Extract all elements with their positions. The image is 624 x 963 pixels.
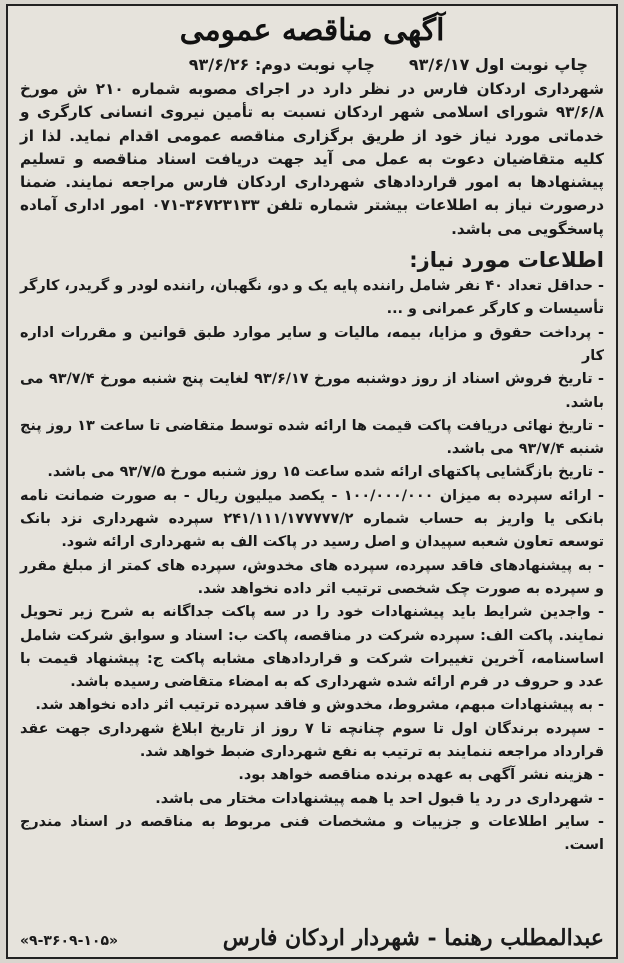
list-item: - شهرداری در رد یا قبول احد یا همه پیشنهادات مختار می باشد. <box>155 790 604 807</box>
notice-title: آگهی مناقصه عمومی <box>179 13 445 48</box>
list-item: - به پیشنهادات مبهم، مشروط، مخدوش و فاقد سپرده ترتیب اثر داده نخواهد شد. <box>35 697 604 714</box>
list-item: - تاریخ فروش اسناد از روز دوشنبه مورخ ۹۳/۶/۱۷ لغایت پنج شنبه مورخ ۹۳/۷/۴ می باشد. <box>20 371 605 411</box>
requirements-list <box>20 275 604 857</box>
list-item: - هزینه نشر آگهی به عهده برنده مناقصه خواهد بود. <box>238 767 604 784</box>
list-item: - تاریخ نهائی دریافت پاکت قیمت ها ارائه شده توسط متقاضی تا ساعت ۱۳ روز پنج شنبه ۹۳/۷/۴ می باشد. <box>20 417 604 458</box>
tender-notice <box>6 4 618 959</box>
list-item: - سایر اطلاعات و جزییات و مشخصات فنی مربوط به مناقصه در اسناد مندرج است. <box>20 813 604 854</box>
list-item: - تاریخ بازگشایی پاکتهای ارائه شده ساعت ۱۵ روز شنبه مورخ ۹۳/۷/۵ می باشد. <box>47 464 604 481</box>
list-item: - واجدین شرایط باید پیشنهادات خود را در سه پاکت جداگانه به شرح زیر تحویل نمایند. پاکت الف: سپرده شرکت در مناقصه، پاکت ب: اسناد و سوابق شرکت شامل اساسنامه، آخرین تغییرات شرکت و قراردادهای مشابه پاکت ج: پیشنهاد قیمت با عدد و حروف در فرم ارائه شده شهرداری که به امضاء متقاضی رسیده باشد. <box>20 604 604 691</box>
print-dates <box>20 54 604 76</box>
notice-footer <box>20 925 604 951</box>
intro-paragraph: شهرداری اردکان فارس در نظر دارد در اجرای مصوبه شماره ۲۱۰ ش مورخ ۹۳/۶/۸ شورای اسلامی شهر اردکان نسبت به تأمین نیروی انسانی کارگری و خدماتی مورد نیاز خود از طریق برگزاری مناقصه عمومی اقدام نماید. لذا از کلیه متقاضیان دعوت به عمل می آید جهت دریافت اسناد مناقصه و تسلیم پیشنهادها به امور قراردادهای شهرداری اردکان فارس مراجعه نمایند. ضمنا درصورت نیاز به اطلاعات بیشتر شماره تلفن ۳۶۷۲۳۱۳۳-۰۷۱ امور اداری آماده پاسخگویی می باشد. <box>20 80 604 238</box>
required-info-heading: اطلاعات مورد نیاز: <box>409 248 604 273</box>
list-item: - ارائه سپرده به میزان ۱۰۰/۰۰۰/۰۰۰ - یکصد میلیون ریال - به صورت ضمانت نامه بانکی یا واریز به حساب شماره ۲۴۱/۱۱۱/۱۷۷۷۷۷/۲ سپرده شهرداری نزد بانک توسعه تعاون شعبه سپیدان و اصل رسید در پاکت الف به شهرداری ارائه شود. <box>20 487 605 551</box>
list-item: - سپرده برندگان اول تا سوم چنانچه تا ۷ روز از تاریخ ابلاغ شهرداری جهت عقد قرارداد مراجعه ننمایند به ترتیب به نفع شهرداری ضبط خواهد شد. <box>20 720 604 761</box>
first-print-date: چاپ نوبت اول ۹۳/۶/۱۷ <box>408 55 588 74</box>
notice-code: «۹-۳۶۰۹-۱۰۵» <box>20 933 119 949</box>
list-item: - به پیشنهادهای فاقد سپرده، سپرده های مخدوش، سپرده های کمتر از مبلغ مقرر و سپرده به صورت چک شخصی ترتیب اثر داده نخواهد شد. <box>20 557 604 597</box>
list-item: - پرداخت حقوق و مزایا، بیمه، مالیات و سایر موارد طبق قوانین و مقررات اداره کار <box>20 324 604 364</box>
list-item: - حداقل تعداد ۴۰ نفر شامل راننده پایه یک و دو، نگهبان، راننده لودر و گریدر، کارگر تأسیسات و کارگر عمرانی و ... <box>20 278 604 318</box>
mayor-signature: عبدالمطلب رهنما - شهردار اردکان فارس <box>222 925 604 951</box>
second-print-date: چاپ نوبت دوم: ۹۳/۶/۲۶ <box>188 55 375 74</box>
